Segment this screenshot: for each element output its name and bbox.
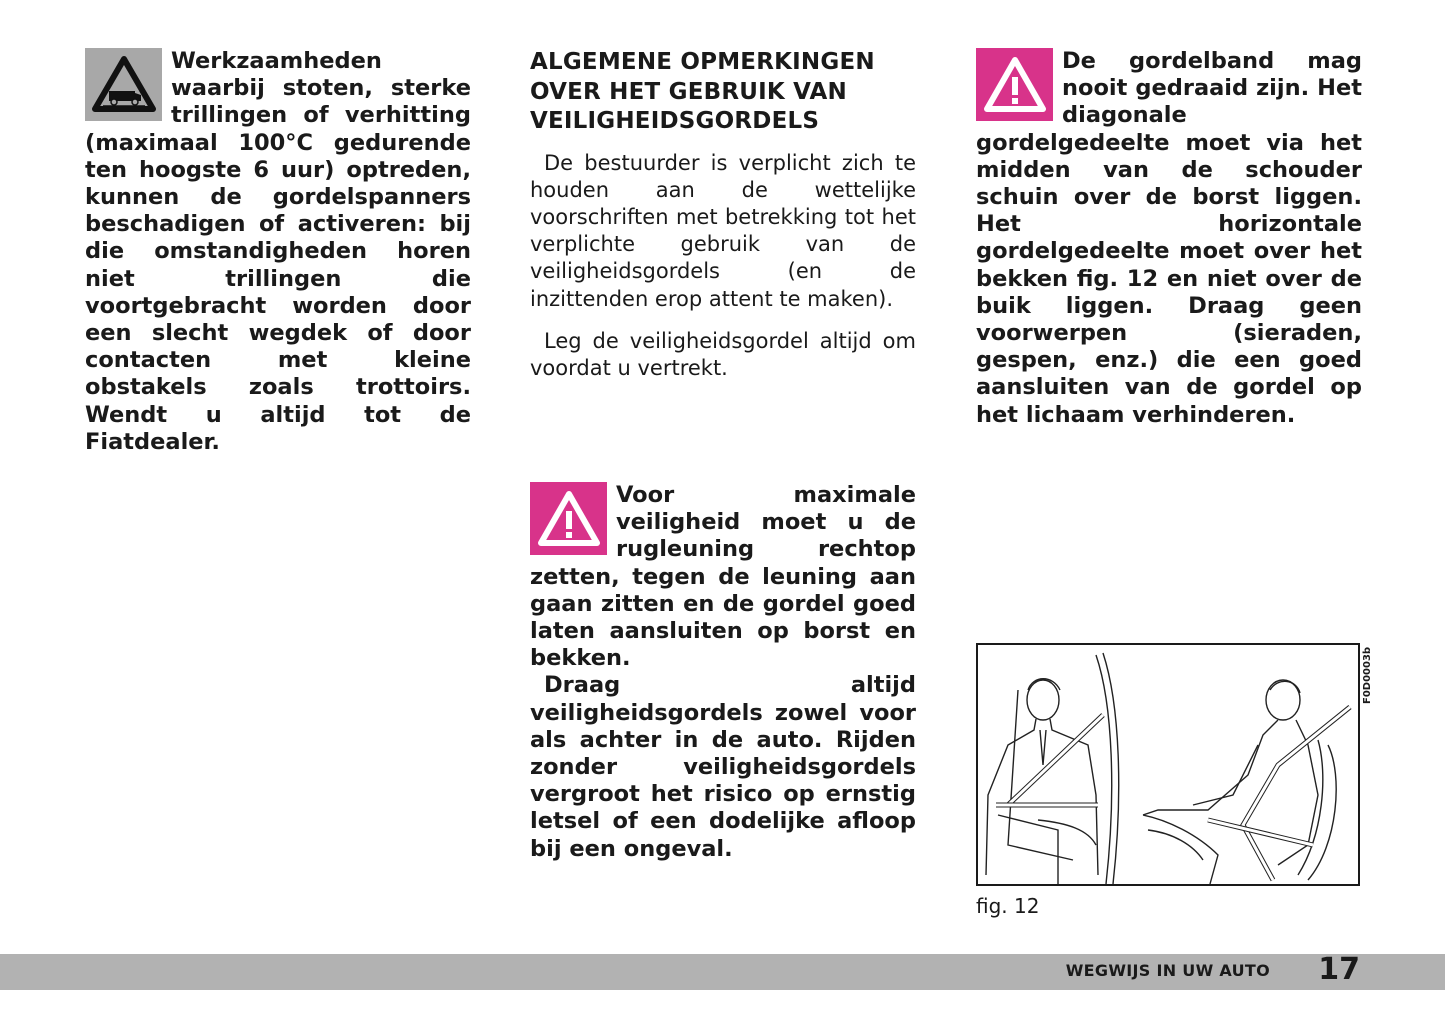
column-3-warning-text: De gordelband mag nooit gedraaid zijn. Het diagonale gordelgedeelte moet via het midden van de schouder schuin over de borst liggen. Het horizontale gordelgedeelte moet over het bekken fig. 12 en niet over de buik liggen. Draag geen voorwerpen (sieraden, gespen, enz.) die een goed aansluiten van de gordel op het lichaam verhinderen. — [976, 48, 1362, 428]
paragraph-2: Leg de veiligheidsgordel altijd om voordat u vertrekt. — [530, 328, 916, 380]
warning-paragraph-2: Draag altijd veiligheidsgordels zowel voor als achter in de auto. Rijden zonder veiligheidsgordels vergroot het risico op ernstig letsel of een dodelijke afloop bij een ongeval. — [530, 672, 916, 862]
warning-paragraph-1: Voor maximale veiligheid moet u de rugleuning rechtop zetten, tegen de leuning aan gaan zitten en de gordel goed laten aansluiten op borst en bekken. — [530, 482, 916, 672]
column-1 — [85, 48, 471, 456]
footer-section-title: WEGWIJS IN UW AUTO — [1065, 961, 1270, 980]
page-number: 17 — [1318, 952, 1360, 987]
section-heading: ALGEMENE OPMERKINGEN OVER HET GEBRUIK VAN VEILIGHEIDSGORDELS — [530, 49, 875, 134]
column-1-warning-text: Werkzaamheden waarbij stoten, sterke trillingen of verhitting (maximaal 100°C gedurende ten hoogste 6 uur) optreden, kunnen de gordelspanners beschadigen of activeren: bij die omstandigheden horen niet trillingen die voortgebracht worden door een slecht wegdek of door contacten met kleine obstakels zoals trottoirs. Wendt u altijd tot de Fiatdealer. — [85, 48, 471, 455]
column-2 — [530, 48, 916, 397]
seatbelt-illustration — [976, 643, 1360, 886]
paragraph-1: De bestuurder is verplicht zich te houden aan de wettelijke voorschriften met betrekking tot het verplichte gebruik van de veiligheidsgordels (en de inzittenden erop attent te maken). — [530, 150, 916, 311]
exclamation-warning-icon — [976, 48, 1053, 121]
column-2-warning-block — [530, 482, 916, 863]
exclamation-warning-icon — [530, 482, 607, 555]
vehicle-warning-icon — [85, 48, 162, 121]
column-3 — [976, 48, 1362, 429]
figure-caption: fig. 12 — [976, 894, 1040, 918]
figure-code: F0D0003b — [1362, 646, 1373, 704]
